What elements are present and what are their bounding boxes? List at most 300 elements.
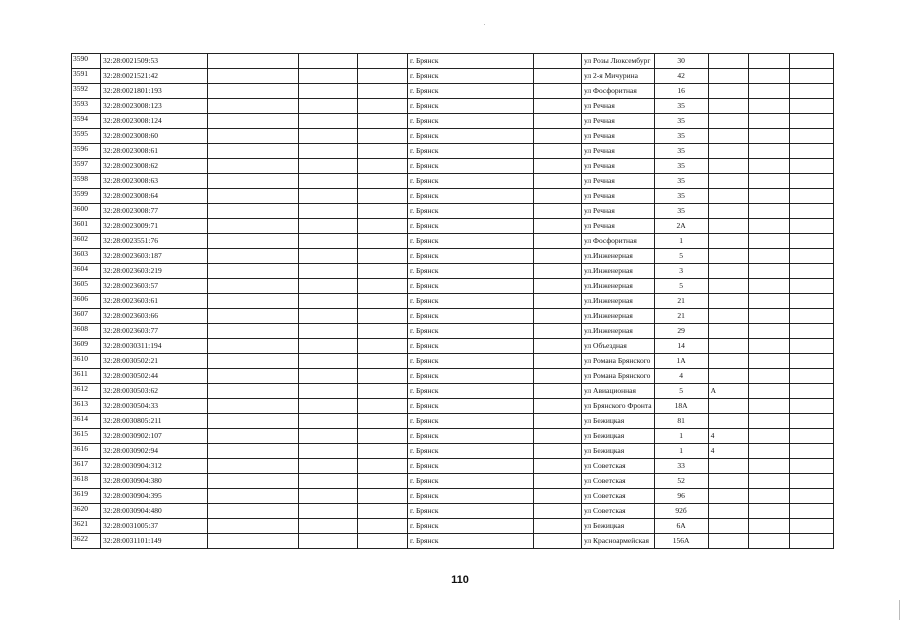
empty-cell xyxy=(534,144,582,159)
empty-cell xyxy=(358,234,408,249)
building-letter: 4 xyxy=(708,444,748,459)
cadastral-number: 32:28:0030504:33 xyxy=(101,399,208,414)
empty-cell xyxy=(534,534,582,549)
city-cell: г. Брянск xyxy=(408,294,534,309)
empty-cell xyxy=(358,399,408,414)
empty-cell xyxy=(534,264,582,279)
empty-cell xyxy=(748,369,789,384)
empty-cell xyxy=(299,249,358,264)
table-row xyxy=(72,189,834,204)
empty-cell xyxy=(208,519,299,534)
building-letter xyxy=(708,414,748,429)
empty-cell xyxy=(208,234,299,249)
street-cell: ул Фосфоритная xyxy=(582,84,655,99)
scan-artifact xyxy=(899,600,900,620)
empty-cell xyxy=(208,459,299,474)
scan-artifact xyxy=(484,24,485,25)
table-row xyxy=(72,129,834,144)
empty-cell xyxy=(789,114,833,129)
empty-cell xyxy=(534,309,582,324)
empty-cell xyxy=(208,534,299,549)
street-cell: ул Советская xyxy=(582,459,655,474)
empty-cell xyxy=(358,264,408,279)
empty-cell xyxy=(299,204,358,219)
empty-cell xyxy=(534,429,582,444)
row-number: 3590 xyxy=(72,54,101,69)
building-letter xyxy=(708,534,748,549)
cadastral-number: 32:28:0031005:37 xyxy=(101,519,208,534)
table-row xyxy=(72,294,834,309)
house-number: 6А xyxy=(654,519,708,534)
empty-cell xyxy=(358,69,408,84)
empty-cell xyxy=(789,309,833,324)
building-letter xyxy=(708,174,748,189)
city-cell: г. Брянск xyxy=(408,174,534,189)
empty-cell xyxy=(208,489,299,504)
house-number: 42 xyxy=(654,69,708,84)
empty-cell xyxy=(789,354,833,369)
row-number: 3612 xyxy=(72,384,101,399)
empty-cell xyxy=(534,294,582,309)
building-letter xyxy=(708,489,748,504)
empty-cell xyxy=(748,324,789,339)
table-row xyxy=(72,354,834,369)
empty-cell xyxy=(299,264,358,279)
street-cell: ул.Инженерная xyxy=(582,279,655,294)
empty-cell xyxy=(534,114,582,129)
empty-cell xyxy=(299,369,358,384)
building-letter xyxy=(708,129,748,144)
city-cell: г. Брянск xyxy=(408,249,534,264)
empty-cell xyxy=(534,354,582,369)
house-number: 18А xyxy=(654,399,708,414)
city-cell: г. Брянск xyxy=(408,399,534,414)
empty-cell xyxy=(534,504,582,519)
row-number: 3596 xyxy=(72,144,101,159)
empty-cell xyxy=(299,519,358,534)
empty-cell xyxy=(208,189,299,204)
street-cell: ул Речная xyxy=(582,219,655,234)
city-cell: г. Брянск xyxy=(408,54,534,69)
street-cell: ул Речная xyxy=(582,129,655,144)
empty-cell xyxy=(534,99,582,114)
empty-cell xyxy=(358,354,408,369)
house-number: 16 xyxy=(654,84,708,99)
city-cell: г. Брянск xyxy=(408,474,534,489)
house-number: 1 xyxy=(654,234,708,249)
empty-cell xyxy=(789,534,833,549)
empty-cell xyxy=(748,474,789,489)
house-number: 1А xyxy=(654,354,708,369)
empty-cell xyxy=(748,129,789,144)
empty-cell xyxy=(534,204,582,219)
building-letter xyxy=(708,84,748,99)
cadastral-number: 32:28:0023008:64 xyxy=(101,189,208,204)
table-row xyxy=(72,159,834,174)
house-number: 5 xyxy=(654,384,708,399)
row-number: 3597 xyxy=(72,159,101,174)
empty-cell xyxy=(534,444,582,459)
street-cell: ул Авиационная xyxy=(582,384,655,399)
house-number: 81 xyxy=(654,414,708,429)
street-cell: ул Бежицкая xyxy=(582,519,655,534)
city-cell: г. Брянск xyxy=(408,534,534,549)
city-cell: г. Брянск xyxy=(408,159,534,174)
building-letter xyxy=(708,459,748,474)
house-number: 14 xyxy=(654,339,708,354)
empty-cell xyxy=(208,84,299,99)
empty-cell xyxy=(299,279,358,294)
city-cell: г. Брянск xyxy=(408,129,534,144)
empty-cell xyxy=(789,294,833,309)
empty-cell xyxy=(208,174,299,189)
empty-cell xyxy=(208,309,299,324)
cadastral-number: 32:28:0021509:53 xyxy=(101,54,208,69)
empty-cell xyxy=(789,414,833,429)
table-row xyxy=(72,504,834,519)
house-number: 92б xyxy=(654,504,708,519)
row-number: 3622 xyxy=(72,534,101,549)
table-row xyxy=(72,174,834,189)
street-cell: ул Фосфоритная xyxy=(582,234,655,249)
empty-cell xyxy=(208,444,299,459)
empty-cell xyxy=(208,504,299,519)
empty-cell xyxy=(208,54,299,69)
table-row xyxy=(72,144,834,159)
building-letter xyxy=(708,204,748,219)
row-number: 3601 xyxy=(72,219,101,234)
empty-cell xyxy=(299,324,358,339)
empty-cell xyxy=(748,489,789,504)
empty-cell xyxy=(358,144,408,159)
table-row xyxy=(72,84,834,99)
table-row xyxy=(72,459,834,474)
table-row xyxy=(72,219,834,234)
empty-cell xyxy=(748,444,789,459)
empty-cell xyxy=(299,339,358,354)
table-row xyxy=(72,519,834,534)
row-number: 3595 xyxy=(72,129,101,144)
empty-cell xyxy=(299,534,358,549)
empty-cell xyxy=(299,474,358,489)
row-number: 3619 xyxy=(72,489,101,504)
cadastral-number: 32:28:0030311:194 xyxy=(101,339,208,354)
house-number: 156А xyxy=(654,534,708,549)
city-cell: г. Брянск xyxy=(408,69,534,84)
empty-cell xyxy=(534,384,582,399)
empty-cell xyxy=(358,279,408,294)
house-number: 5 xyxy=(654,249,708,264)
building-letter xyxy=(708,279,748,294)
empty-cell xyxy=(789,264,833,279)
row-number: 3621 xyxy=(72,519,101,534)
city-cell: г. Брянск xyxy=(408,519,534,534)
empty-cell xyxy=(534,279,582,294)
city-cell: г. Брянск xyxy=(408,84,534,99)
city-cell: г. Брянск xyxy=(408,189,534,204)
street-cell: ул Объездная xyxy=(582,339,655,354)
empty-cell xyxy=(789,384,833,399)
empty-cell xyxy=(299,159,358,174)
house-number: 35 xyxy=(654,114,708,129)
empty-cell xyxy=(534,474,582,489)
table-row xyxy=(72,99,834,114)
row-number: 3607 xyxy=(72,309,101,324)
empty-cell xyxy=(208,384,299,399)
house-number: 30 xyxy=(654,54,708,69)
empty-cell xyxy=(208,99,299,114)
row-number: 3594 xyxy=(72,114,101,129)
empty-cell xyxy=(208,219,299,234)
empty-cell xyxy=(299,234,358,249)
empty-cell xyxy=(789,324,833,339)
empty-cell xyxy=(358,204,408,219)
row-number: 3598 xyxy=(72,174,101,189)
city-cell: г. Брянск xyxy=(408,204,534,219)
row-number: 3591 xyxy=(72,69,101,84)
empty-cell xyxy=(748,159,789,174)
empty-cell xyxy=(534,189,582,204)
empty-cell xyxy=(299,129,358,144)
cadastral-number: 32:28:0021801:193 xyxy=(101,84,208,99)
table-row xyxy=(72,309,834,324)
street-cell: ул Речная xyxy=(582,159,655,174)
house-number: 21 xyxy=(654,309,708,324)
building-letter xyxy=(708,519,748,534)
empty-cell xyxy=(534,159,582,174)
city-cell: г. Брянск xyxy=(408,504,534,519)
registry-rows xyxy=(72,54,834,549)
cadastral-number: 32:28:0030904:380 xyxy=(101,474,208,489)
empty-cell xyxy=(299,459,358,474)
city-cell: г. Брянск xyxy=(408,219,534,234)
table-row xyxy=(72,279,834,294)
empty-cell xyxy=(299,114,358,129)
cadastral-number: 32:28:0023603:219 xyxy=(101,264,208,279)
house-number: 35 xyxy=(654,99,708,114)
empty-cell xyxy=(299,399,358,414)
cadastral-number: 32:28:0023008:77 xyxy=(101,204,208,219)
table-row xyxy=(72,489,834,504)
cadastral-number: 32:28:0021521:42 xyxy=(101,69,208,84)
empty-cell xyxy=(534,489,582,504)
empty-cell xyxy=(789,174,833,189)
empty-cell xyxy=(748,354,789,369)
cadastral-number: 32:28:0023008:62 xyxy=(101,159,208,174)
empty-cell xyxy=(748,279,789,294)
city-cell: г. Брянск xyxy=(408,114,534,129)
building-letter xyxy=(708,99,748,114)
table-row xyxy=(72,234,834,249)
cadastral-number: 32:28:0030902:94 xyxy=(101,444,208,459)
cadastral-number: 32:28:0023603:66 xyxy=(101,309,208,324)
empty-cell xyxy=(789,459,833,474)
empty-cell xyxy=(299,144,358,159)
cadastral-number: 32:28:0023551:76 xyxy=(101,234,208,249)
cadastral-number: 32:28:0023603:187 xyxy=(101,249,208,264)
house-number: 35 xyxy=(654,144,708,159)
building-letter xyxy=(708,159,748,174)
building-letter xyxy=(708,114,748,129)
empty-cell xyxy=(789,189,833,204)
empty-cell xyxy=(358,369,408,384)
row-number: 3592 xyxy=(72,84,101,99)
table-row xyxy=(72,429,834,444)
empty-cell xyxy=(534,459,582,474)
empty-cell xyxy=(358,99,408,114)
empty-cell xyxy=(299,429,358,444)
building-letter: 4 xyxy=(708,429,748,444)
table-row xyxy=(72,384,834,399)
empty-cell xyxy=(358,444,408,459)
empty-cell xyxy=(789,444,833,459)
empty-cell xyxy=(299,489,358,504)
empty-cell xyxy=(299,54,358,69)
empty-cell xyxy=(208,399,299,414)
house-number: 2А xyxy=(654,219,708,234)
empty-cell xyxy=(534,399,582,414)
street-cell: ул Речная xyxy=(582,144,655,159)
empty-cell xyxy=(208,69,299,84)
building-letter xyxy=(708,504,748,519)
empty-cell xyxy=(534,234,582,249)
empty-cell xyxy=(208,429,299,444)
empty-cell xyxy=(208,279,299,294)
city-cell: г. Брянск xyxy=(408,414,534,429)
street-cell: ул Советская xyxy=(582,504,655,519)
city-cell: г. Брянск xyxy=(408,144,534,159)
empty-cell xyxy=(534,249,582,264)
house-number: 5 xyxy=(654,279,708,294)
cadastral-number: 32:28:0023008:60 xyxy=(101,129,208,144)
empty-cell xyxy=(534,54,582,69)
empty-cell xyxy=(358,294,408,309)
empty-cell xyxy=(748,534,789,549)
row-number: 3615 xyxy=(72,429,101,444)
street-cell: ул.Инженерная xyxy=(582,249,655,264)
building-letter xyxy=(708,339,748,354)
empty-cell xyxy=(534,414,582,429)
row-number: 3600 xyxy=(72,204,101,219)
empty-cell xyxy=(534,69,582,84)
row-number: 3613 xyxy=(72,399,101,414)
city-cell: г. Брянск xyxy=(408,459,534,474)
cadastral-number: 32:28:0030805:211 xyxy=(101,414,208,429)
table-row xyxy=(72,69,834,84)
empty-cell xyxy=(789,474,833,489)
row-number: 3620 xyxy=(72,504,101,519)
row-number: 3609 xyxy=(72,339,101,354)
empty-cell xyxy=(358,519,408,534)
empty-cell xyxy=(789,369,833,384)
empty-cell xyxy=(208,129,299,144)
cadastral-number: 32:28:0023008:123 xyxy=(101,99,208,114)
empty-cell xyxy=(208,114,299,129)
street-cell: ул Романа Брянского xyxy=(582,354,655,369)
empty-cell xyxy=(358,474,408,489)
empty-cell xyxy=(789,249,833,264)
street-cell: ул 2-я Мичурина xyxy=(582,69,655,84)
empty-cell xyxy=(789,204,833,219)
building-letter xyxy=(708,54,748,69)
building-letter xyxy=(708,309,748,324)
empty-cell xyxy=(748,339,789,354)
building-letter xyxy=(708,219,748,234)
empty-cell xyxy=(789,99,833,114)
street-cell: ул Розы Люксембург xyxy=(582,54,655,69)
table-row xyxy=(72,264,834,279)
empty-cell xyxy=(789,159,833,174)
empty-cell xyxy=(789,69,833,84)
empty-cell xyxy=(299,84,358,99)
empty-cell xyxy=(748,264,789,279)
empty-cell xyxy=(299,444,358,459)
empty-cell xyxy=(534,219,582,234)
table-row xyxy=(72,399,834,414)
city-cell: г. Брянск xyxy=(408,99,534,114)
empty-cell xyxy=(748,309,789,324)
empty-cell xyxy=(534,339,582,354)
empty-cell xyxy=(358,114,408,129)
street-cell: ул.Инженерная xyxy=(582,309,655,324)
building-letter xyxy=(708,234,748,249)
empty-cell xyxy=(208,249,299,264)
empty-cell xyxy=(358,339,408,354)
empty-cell xyxy=(358,174,408,189)
empty-cell xyxy=(748,54,789,69)
empty-cell xyxy=(789,399,833,414)
empty-cell xyxy=(748,294,789,309)
row-number: 3603 xyxy=(72,249,101,264)
empty-cell xyxy=(299,384,358,399)
cadastral-number: 32:28:0023008:61 xyxy=(101,144,208,159)
cadastral-number: 32:28:0030503:62 xyxy=(101,384,208,399)
city-cell: г. Брянск xyxy=(408,489,534,504)
cadastral-number: 32:28:0023008:124 xyxy=(101,114,208,129)
empty-cell xyxy=(748,384,789,399)
empty-cell xyxy=(748,519,789,534)
table-row xyxy=(72,249,834,264)
cadastral-number: 32:28:0030904:395 xyxy=(101,489,208,504)
empty-cell xyxy=(208,414,299,429)
table-row xyxy=(72,444,834,459)
street-cell: ул Бежицкая xyxy=(582,444,655,459)
house-number: 52 xyxy=(654,474,708,489)
empty-cell xyxy=(208,339,299,354)
empty-cell xyxy=(789,339,833,354)
empty-cell xyxy=(534,519,582,534)
empty-cell xyxy=(748,234,789,249)
empty-cell xyxy=(748,249,789,264)
table-row xyxy=(72,369,834,384)
empty-cell xyxy=(534,324,582,339)
empty-cell xyxy=(299,354,358,369)
page-number: 110 xyxy=(451,574,469,586)
street-cell: ул Красноармейская xyxy=(582,534,655,549)
empty-cell xyxy=(358,384,408,399)
house-number: 29 xyxy=(654,324,708,339)
building-letter xyxy=(708,249,748,264)
cadastral-number: 32:28:0023603:57 xyxy=(101,279,208,294)
cadastral-number: 32:28:0030502:44 xyxy=(101,369,208,384)
empty-cell xyxy=(299,99,358,114)
table-row xyxy=(72,474,834,489)
empty-cell xyxy=(748,114,789,129)
street-cell: ул Романа Брянского xyxy=(582,369,655,384)
empty-cell xyxy=(534,129,582,144)
empty-cell xyxy=(299,504,358,519)
empty-cell xyxy=(299,414,358,429)
